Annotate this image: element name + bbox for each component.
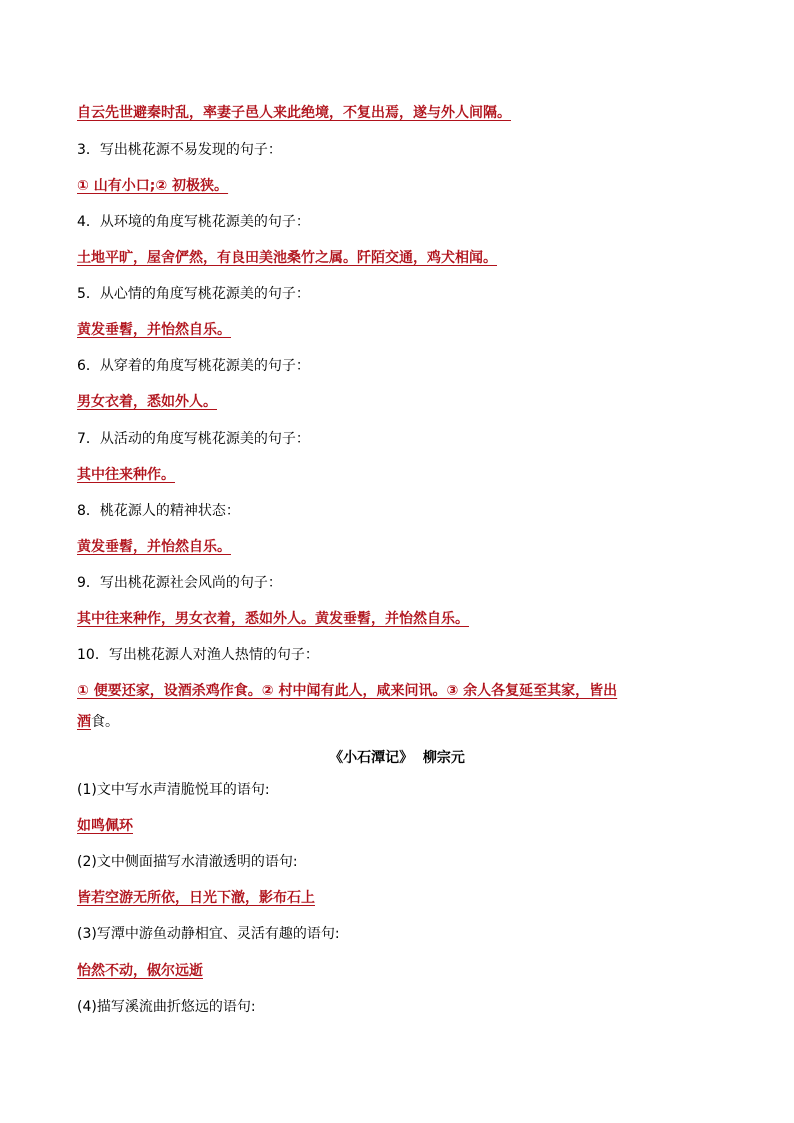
question-s1: (1)文中写水声清脆悦耳的语句: [77, 782, 270, 798]
question-8: 8．桃花源人的精神状态： [77, 503, 240, 519]
answer-s1: 如鸣佩环 [77, 818, 133, 834]
answer-8: 黄发垂髫，并怡然自乐。 [77, 539, 231, 555]
question-9: 9．写出桃花源社会风尚的句子： [77, 575, 282, 591]
answer-5: 黄发垂髫，并怡然自乐。 [77, 322, 231, 338]
question-6: 6．从穿着的角度写桃花源美的句子： [77, 358, 310, 374]
answer-7: 其中往来种作。 [77, 467, 175, 483]
question-s2: (2)文中侧面描写水清澈透明的语句: [77, 854, 298, 870]
answer-10-tail-first: 酒 [77, 714, 91, 730]
answer-10-line-2 [77, 713, 119, 731]
answer-3: ① 山有小口;② 初极狭。 [77, 178, 229, 194]
question-5: 5．从心情的角度写桃花源美的句子： [77, 286, 310, 302]
answer-10-tail-rest: 食。 [91, 714, 119, 730]
answer-s2: 皆若空游无所依，日光下澈，影布石上 [77, 890, 315, 906]
answer-4: 土地平旷，屋舍俨然，有良田美池桑竹之属。阡陌交通，鸡犬相闻。 [77, 250, 497, 266]
question-4: 4．从环境的角度写桃花源美的句子： [77, 214, 310, 230]
section-heading: 《小石潭记》 柳宗元 [329, 750, 465, 766]
answer-6: 男女衣着，悉如外人。 [77, 394, 217, 410]
question-7: 7．从活动的角度写桃花源美的句子： [77, 431, 310, 447]
answer-9: 其中往来种作，男女衣着，悉如外人。黄发垂髫，并怡然自乐。 [77, 611, 469, 627]
question-10: 10．写出桃花源人对渔人热情的句子： [77, 647, 319, 663]
answer-10-line-1: ① 便要还家，设酒杀鸡作食。② 村中闻有此人，咸来问讯。③ 余人各复延至其家，皆出 [77, 683, 618, 699]
answer-line-1: 自云先世避秦时乱，率妻子邑人来此绝境，不复出焉，遂与外人间隔。 [77, 105, 511, 121]
question-3: 3．写出桃花源不易发现的句子： [77, 142, 282, 158]
question-s3: (3)写潭中游鱼动静相宜、灵活有趣的语句: [77, 926, 340, 942]
answer-s3: 怡然不动，俶尔远逝 [77, 963, 203, 979]
question-s4: (4)描写溪流曲折悠远的语句: [77, 999, 256, 1015]
